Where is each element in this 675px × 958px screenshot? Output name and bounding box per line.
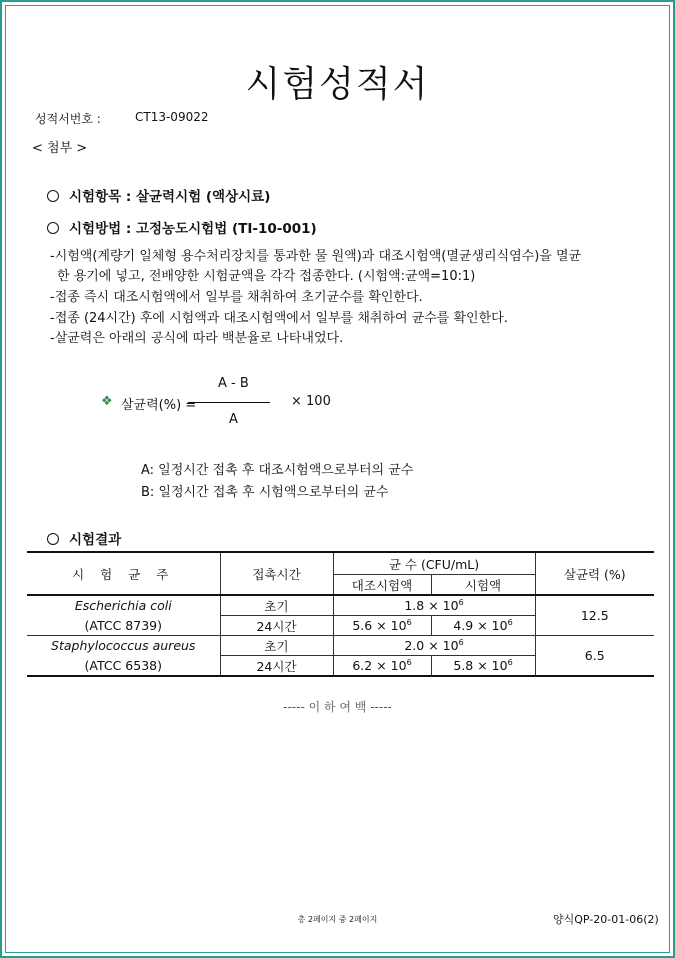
test-count-exp: 6 xyxy=(507,658,513,667)
header-test: 시험액 xyxy=(431,575,535,596)
strain-name: Escherichia coli xyxy=(27,595,220,616)
initial-count-exp: 6 xyxy=(458,598,464,607)
method-line-2: 한 용기에 넣고, 전배양한 시험균액을 각각 접종한다. (시험액:균액=10:1) xyxy=(57,269,476,284)
contact-time-initial: 초기 xyxy=(220,636,333,656)
attachment-label: < 첨부 > xyxy=(32,141,88,156)
initial-count-cell xyxy=(333,595,535,616)
test-count: 4.9 × 10 xyxy=(453,618,508,633)
table-row xyxy=(27,595,654,616)
initial-count-exp: 6 xyxy=(458,638,464,647)
document-title: 시험성적서 xyxy=(245,64,430,105)
circle-bullet-icon xyxy=(47,222,59,234)
header-rate: 살균력 (%) xyxy=(535,552,654,595)
initial-count-cell xyxy=(333,636,535,656)
end-mark: ----- 이 하 여 백 ----- xyxy=(283,700,392,714)
initial-count: 1.8 × 10 xyxy=(404,598,459,613)
test-item-text: 시험항목 : 살균력시험 (액상시료) xyxy=(69,189,271,205)
page-info: 총 2페이지 중 2페이지 xyxy=(297,915,378,924)
control-count-cell xyxy=(333,656,431,677)
table-header-row xyxy=(27,552,654,575)
test-count: 5.8 × 10 xyxy=(453,658,508,673)
report-number: CT13-09022 xyxy=(135,110,209,124)
test-method-text: 시험방법 : 고정농도시험법 (TI-10-001) xyxy=(69,221,317,237)
form-code: 양식QP-20-01-06(2) xyxy=(553,913,659,926)
method-line-3: -접종 즉시 대조시험액에서 일부를 채취하여 초기균수를 확인한다. xyxy=(50,290,423,305)
circle-bullet-icon xyxy=(47,190,59,202)
method-line-1: -시험액(계량기 일체형 용수처리장치를 통과한 물 원액)과 대조시험액(멸균생리식염수)을 멸균 xyxy=(50,249,582,264)
contact-time-initial: 초기 xyxy=(220,595,333,616)
control-count-exp: 6 xyxy=(406,618,412,627)
report-number-label: 성적서번호 : xyxy=(35,112,101,126)
page-frame-inner xyxy=(5,5,670,953)
formula-symbol-icon: ❖ xyxy=(101,394,113,409)
definition-a: A: 일정시간 접촉 후 대조시험액으로부터의 균수 xyxy=(141,463,414,478)
formula-fraction-line xyxy=(188,402,270,403)
strain-name: Staphylococcus aureus xyxy=(27,636,220,656)
results-heading: 시험결과 xyxy=(69,532,122,548)
header-contact-time: 접촉시간 xyxy=(220,552,333,595)
contact-time-24h: 24시간 xyxy=(220,656,333,677)
rate-value: 6.5 xyxy=(535,636,654,677)
method-line-5: -살균력은 아래의 공식에 따라 백분율로 나타내었다. xyxy=(50,331,344,346)
test-count-exp: 6 xyxy=(507,618,513,627)
control-count-exp: 6 xyxy=(406,658,412,667)
results-table xyxy=(27,551,654,677)
control-count: 6.2 × 10 xyxy=(352,658,407,673)
method-line-4: -접종 (24시간) 후에 시험액과 대조시험액에서 일부를 채취하여 균수를 확인한다. xyxy=(50,311,508,326)
control-count-cell xyxy=(333,616,431,636)
formula-multiplier: × 100 xyxy=(291,394,331,409)
initial-count: 2.0 × 10 xyxy=(404,638,459,653)
circle-bullet-icon xyxy=(47,533,59,545)
header-count: 균 수 (CFU/mL) xyxy=(333,552,535,575)
test-item-section xyxy=(47,185,270,205)
test-method-section xyxy=(47,217,317,237)
definition-b: B: 일정시간 접촉 후 시험액으로부터의 균수 xyxy=(141,485,389,500)
test-count-cell xyxy=(431,616,535,636)
control-count: 5.6 × 10 xyxy=(352,618,407,633)
formula-label: 살균력(%) = xyxy=(121,398,197,413)
test-count-cell xyxy=(431,656,535,677)
formula-numerator: A - B xyxy=(218,376,249,391)
header-control: 대조시험액 xyxy=(333,575,431,596)
strain-id: (ATCC 8739) xyxy=(27,616,220,636)
formula-denominator: A xyxy=(229,412,238,427)
results-section xyxy=(47,528,121,548)
rate-value: 12.5 xyxy=(535,595,654,636)
strain-id: (ATCC 6538) xyxy=(27,656,220,677)
header-strain: 시 험 균 주 xyxy=(27,552,220,595)
table-row xyxy=(27,636,654,656)
contact-time-24h: 24시간 xyxy=(220,616,333,636)
